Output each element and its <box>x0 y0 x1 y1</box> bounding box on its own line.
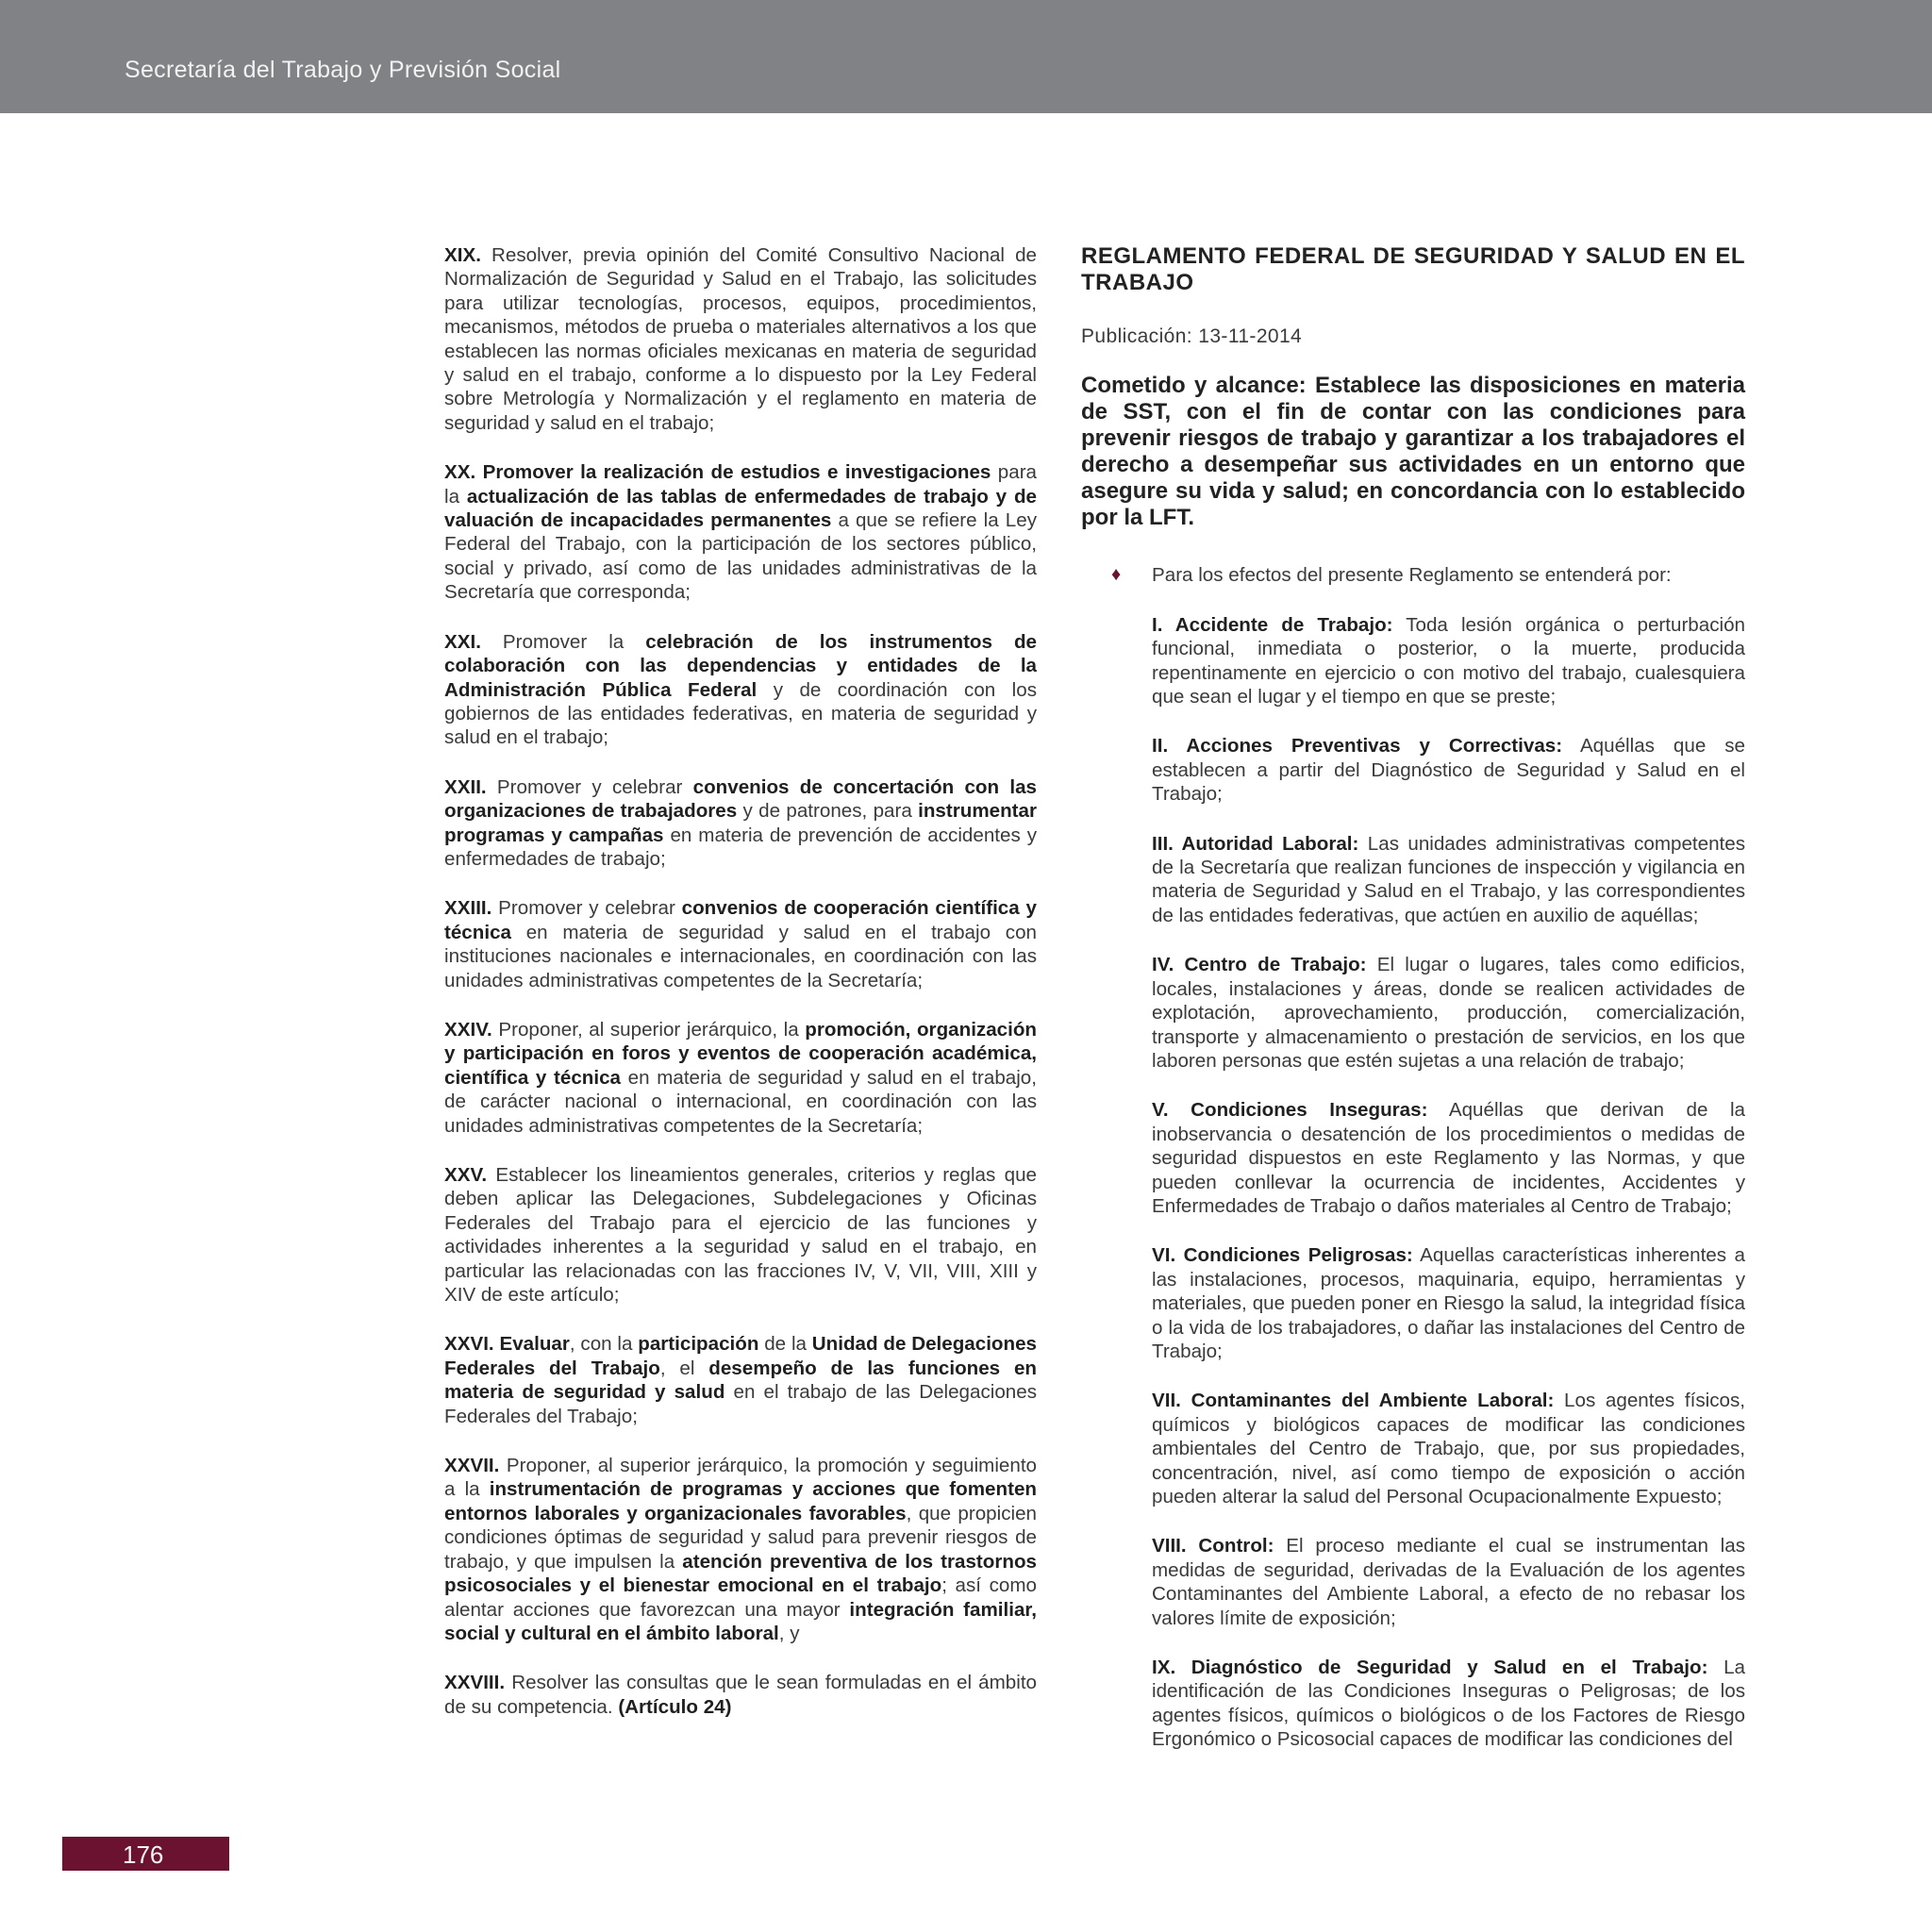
body-text: Resolver las consultas que le sean formuladas en el ámbito de su competencia. <box>444 1672 1037 1718</box>
publication-date: Publicación: 13-11-2014 <box>1081 325 1303 347</box>
body-text: Aquellas características inherentes a las instalaciones, procesos, maquinaria, equipo, herramientas y materiales, que pueden poner en Riesgo la salud, la integridad física o la vida de los trabajadores, o dañar las instalaciones del Centro de Trabajo; <box>1152 1244 1746 1362</box>
body-text: para la <box>444 461 1037 508</box>
page-number: 176 <box>123 1840 164 1869</box>
bold-text: XIX. <box>444 244 481 266</box>
body-text: en el trabajo de las Delegaciones Federales del Trabajo; <box>444 1381 1037 1427</box>
body-text: en materia de prevención de accidentes y enfermedades de trabajo; <box>444 824 1037 870</box>
definition-item <box>1152 1243 1745 1363</box>
bold-text: XXVIII. <box>444 1672 506 1694</box>
article-fraction <box>444 460 1037 604</box>
definition-item <box>1152 1098 1745 1218</box>
bold-text: III. Autoridad Laboral: <box>1152 832 1359 855</box>
bold-text: (Artículo 24) <box>618 1695 732 1718</box>
bold-text: XXII. <box>444 775 487 798</box>
bold-text: VII. Contaminantes del Ambiente Laboral: <box>1152 1390 1555 1412</box>
article-fraction <box>444 1163 1037 1307</box>
body-text: Las unidades administrativas competentes de la Secretaría que realizan funciones de inspección y vigilancia en materia de Seguridad y Salud en el Trabajo, y las correspondientes de las entidades federativas, que actúen en auxilio de aquéllas; <box>1152 832 1745 926</box>
bold-text: actualización de las tablas de enfermedades de trabajo y de valuación de incapacidades permanentes <box>444 485 1037 532</box>
body-text: y de patrones, para <box>737 800 919 823</box>
body-text: Promover la <box>480 630 646 653</box>
bold-text: atención preventiva de los trastornos psicosociales y el bienestar emocional en el trabajo <box>444 1550 1037 1597</box>
bold-text: XX. Promover la realización de estudios e investigaciones <box>444 461 991 484</box>
definitions-list <box>1081 613 1745 1752</box>
definition-item <box>1152 1534 1745 1630</box>
bold-text: XXIV. <box>444 1018 492 1041</box>
body-text: de la <box>758 1333 812 1356</box>
bold-text: desempeño de las funciones en materia de seguridad y salud <box>444 1357 1037 1404</box>
body-text: Establecer los lineamientos generales, criterios y reglas que deben aplicar las Delegaciones, Subdelegaciones y Oficinas Federales del Trabajo para el ejercicio de las funciones y actividades inherentes a la seguridad y salud en el trabajo, en particular las relacionadas con las fracciones IV, V, VII, VIII, XIII y XIV de este artículo; <box>444 1164 1037 1307</box>
bold-text: convenios de concertación con las organizaciones de trabajadores <box>444 775 1037 823</box>
bold-text: XXI. <box>444 630 481 653</box>
body-text: Aquéllas que se establecen a partir del Diagnóstico de Seguridad y Salud en el Trabajo; <box>1152 735 1745 806</box>
body-text: Proponer, al superior jerárquico, la <box>491 1018 806 1041</box>
bold-text: participación <box>638 1333 759 1356</box>
body-text: en materia de seguridad y salud en el trabajo, de carácter nacional o internacional, en coordinación con las unidades administrativas competentes de la Secretaría; <box>444 1066 1037 1137</box>
bold-text: I. Accidente de Trabajo: <box>1152 613 1393 636</box>
bold-text: celebración de los instrumentos de colaboración con las dependencias y entidades de la Administración Pública Federal <box>444 630 1038 701</box>
bold-text: VIII. Control: <box>1152 1535 1274 1557</box>
bold-text: VI. Condiciones Peligrosas: <box>1152 1244 1413 1267</box>
definition-item <box>1152 613 1745 709</box>
body-text: , el <box>659 1357 709 1379</box>
definition-item <box>1152 832 1745 928</box>
article-fraction <box>444 896 1037 992</box>
body-text: Los agentes físicos, químicos y biológicos capaces de modificar las condiciones ambientales del Centro de Trabajo, que, por sus propiedades, concentración, nivel, así como tiempo de exposición o acción pueden alterar la salud del Personal Ocupacionalmente Expuesto; <box>1152 1390 1745 1507</box>
bold-text: XXIII. <box>444 897 492 920</box>
bold-text: V. Condiciones Inseguras: <box>1152 1099 1428 1122</box>
scope-statement: Cometido y alcance: Establece las disposiciones en materia de SST, con el fin de contar con las condiciones para prevenir riesgos de trabajo y garantizar a los trabajadores el derecho a desempeñar sus actividades en un entorno que asegure su vida y salud; en concordancia con lo establecido por la LFT. <box>1081 373 1745 531</box>
body-text: Promover y celebrar <box>491 897 682 920</box>
bold-text: instrumentación de programas y acciones que fomenten entornos laborales y organizacionales favorables <box>444 1478 1037 1524</box>
bold-text: IV. Centro de Trabajo: <box>1152 954 1367 976</box>
bold-text: promoción, organización y participación en foros y eventos de cooperación académica, científica y técnica <box>444 1018 1037 1089</box>
body-text: Aquéllas que derivan de la inobservancia o desatención de los procedimientos o medidas de seguridad dispuestos en este Reglamento y las Normas, y que pueden conllevar la ocurrencia de incidentes, Accidentes y Enfermedades de Trabajo o daños materiales al Centro de Trabajo; <box>1152 1099 1745 1217</box>
definitions-intro <box>1081 563 1745 587</box>
body-text: Proponer, al superior jerárquico, la promoción y seguimiento a la <box>444 1455 1037 1501</box>
body-text: , con la <box>569 1333 639 1356</box>
bold-text: Unidad de Delegaciones Federales del Trabajo <box>444 1333 1037 1379</box>
bold-text: IX. Diagnóstico de Seguridad y Salud en el Trabajo: <box>1152 1657 1708 1679</box>
definition-item <box>1152 734 1745 806</box>
article-fraction <box>444 1454 1037 1645</box>
body-text: y de coordinación con los gobiernos de las entidades federativas, en materia de seguridad y salud en el trabajo; <box>444 678 1037 749</box>
bold-text: XXVII. <box>444 1455 500 1477</box>
body-text: en materia de seguridad y salud en el trabajo con instituciones nacionales e internacionales, en coordinación con las unidades administrativas competentes de la Secretaría; <box>444 921 1037 991</box>
body-text: El proceso mediante el cual se instrumentan las medidas de seguridad, derivadas de la Evaluación de los agentes Contaminantes del Ambiente Laboral, a efecto de no rebasar los valores límite de exposición; <box>1152 1535 1746 1629</box>
left-column <box>444 243 1037 1744</box>
body-text: a que se refiere la Ley Federal del Trabajo, con la participación de los sectores público, social y privado, así como de las unidades administrativas de la Secretaría que corresponda; <box>444 509 1037 604</box>
body-text: , y <box>778 1622 800 1644</box>
article-fraction <box>444 630 1037 750</box>
body-text: Promover y celebrar <box>486 775 693 798</box>
article-fraction <box>444 1018 1037 1138</box>
article-fraction <box>444 1671 1037 1719</box>
body-text: Toda lesión orgánica o perturbación funcional, inmediata o posterior, o la muerte, producida repentinamente en ejercicio o con motivo del trabajo, cualesquiera que sean el lugar y el tiempo en que se preste; <box>1152 613 1745 708</box>
definition-item <box>1152 1656 1745 1752</box>
intro-text: Para los efectos del presente Reglamento se entenderá por: <box>1152 564 1672 587</box>
bold-text: XXV. <box>444 1164 488 1186</box>
bold-text: instrumentar programas y campañas <box>444 800 1037 846</box>
article-fraction <box>444 775 1037 872</box>
body-text: La identificación de las Condiciones Inseguras o Peligrosas; de los agentes físicos, químicos o biológicos o de los Factores de Riesgo Ergonómico o Psicosocial capaces de modificar las condiciones del <box>1152 1657 1745 1751</box>
diamond-bullet-icon: ♦ <box>1111 564 1122 586</box>
body-text: El lugar o lugares, tales como edificios, locales, instalaciones y áreas, donde se realicen actividades de explotación, aprovechamiento, producción, comercialización, transporte y almacenamiento o prestación de servicios, en los que laboren personas que estén sujetas a una relación de trabajo; <box>1152 954 1746 1072</box>
body-text: Resolver, previa opinión del Comité Consultivo Nacional de Normalización de Seguridad y Salud en el Trabajo, las solicitudes para utilizar tecnologías, procesos, equipos, procedimientos, mecanismos, métodos de prueba o materiales alternativos a los que establecen las normas oficiales mexicanas en materia de seguridad y salud en el trabajo, conforme a lo dispuesto por la Ley Federal sobre Metrología y Normalización y el reglamento en materia de seguridad y salud en el trabajo; <box>444 244 1037 434</box>
article-fraction <box>444 243 1037 435</box>
body-text: , que propicien condiciones óptimas de seguridad y salud para prevenir riesgos de trabajo, y que impulsen la <box>444 1502 1037 1573</box>
header-title: Secretaría del Trabajo y Previsión Social <box>125 57 561 83</box>
right-column <box>1081 243 1745 1777</box>
bold-text: XXVI. Evaluar <box>444 1333 570 1356</box>
definition-item <box>1152 1389 1745 1508</box>
bold-text: II. Acciones Preventivas y Correctivas: <box>1152 735 1563 758</box>
body-text: ; así como alentar acciones que favorezcan una mayor <box>444 1574 1037 1621</box>
regulation-title: REGLAMENTO FEDERAL DE SEGURIDAD Y SALUD EN EL TRABAJO <box>1081 243 1745 295</box>
page-header <box>0 0 1932 113</box>
bold-text: convenios de cooperación científica y técnica <box>444 897 1037 943</box>
bold-text: integración familiar, social y cultural en el ámbito laboral <box>444 1598 1038 1644</box>
definition-item <box>1152 953 1745 1073</box>
article-fraction <box>444 1332 1037 1428</box>
